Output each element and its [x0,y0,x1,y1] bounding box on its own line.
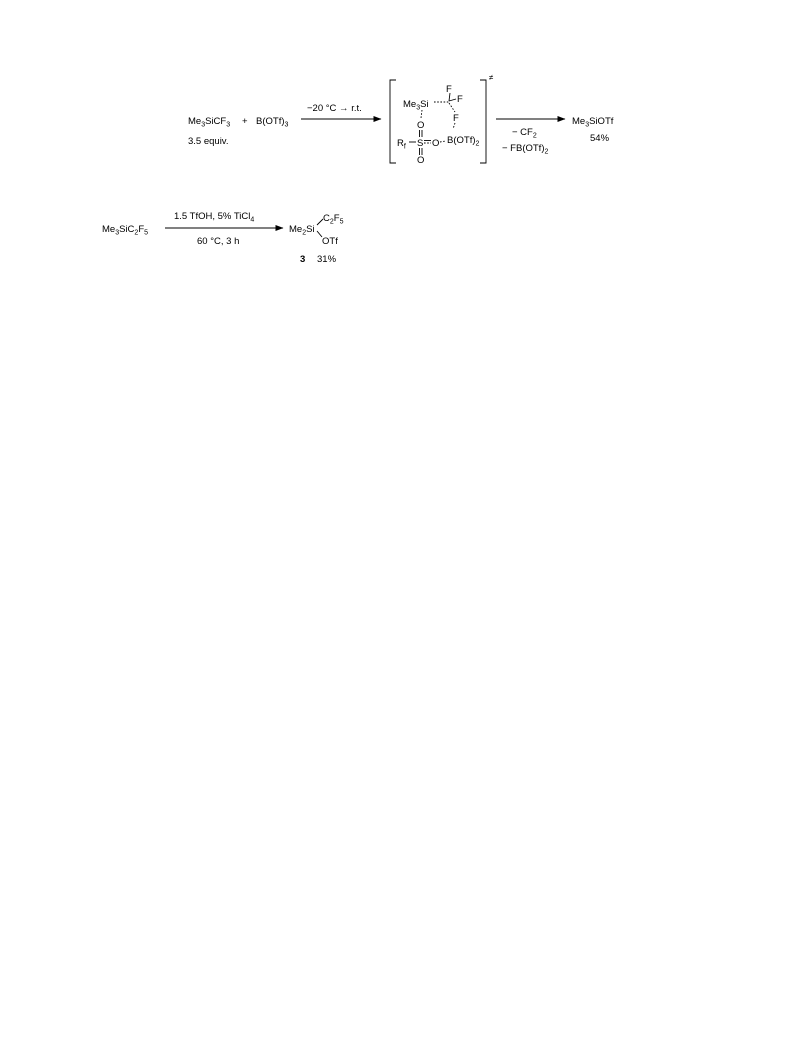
arrow-1-condition: −20 °C → r.t. [307,103,362,114]
equiv-label: 3.5 equiv. [188,136,229,147]
ts-oxygen-bottom: O [417,155,425,166]
ts-oxygen-right: O [432,138,440,149]
ts-rf: $R_f$ [397,138,406,151]
product-c2f5: $C_2F_5$ [323,213,344,226]
ts-me3si: $Me_3Si$ [403,99,429,112]
transition-state-dagger: ≠ [489,73,494,82]
ts-oxygen-top: O [417,120,425,131]
ts-bracket-left [390,80,396,163]
byproduct-fbotf2: − $FB(OTf)_2$ [502,143,549,156]
product-3 [289,213,344,247]
compound-number-3: 3 [300,254,306,265]
arrow-3-condition-bottom: 60 °C, 3 h [197,236,240,247]
byproduct-cf2: − $CF_2$ [512,127,537,140]
ts-c-f-right-bond [449,99,456,101]
reagent-me3sic2f5: $Me_3SiC_2F_5$ [102,224,149,237]
arrow-3-condition-top: 1.5 TfOH, 5% TiCl$_4$ [174,211,255,224]
product-me2si: $Me_2Si$ [289,224,315,237]
ts-fluorine-top: F [446,84,452,95]
ts-si-o-partial-bond [421,110,422,118]
ts-o-b-partial-bond [440,141,446,142]
ts-c-f-partial-bond [449,103,455,112]
product-me3siotf: $Me_3SiOTf$ [572,116,614,129]
scheme-1 [188,73,614,166]
yield-31: 31% [317,254,337,265]
ts-boron: $B(OTf)_2$ [447,135,480,148]
transition-state [397,84,480,166]
ts-sulfur: S [417,138,424,149]
scheme-2 [102,211,344,265]
reagent-boron-triflate: $B(OTf)_3$ [256,116,289,129]
ts-fluorine-right: F [457,94,463,105]
plus-sign: + [242,116,248,127]
reagent-me3sicf3: $Me_3SiCF_3$ [188,116,231,129]
ts-bracket-right [480,80,486,163]
yield-54: 54% [590,133,610,144]
product-otf: OTf [322,236,338,247]
ts-fluorine-bridge: F [453,113,459,124]
